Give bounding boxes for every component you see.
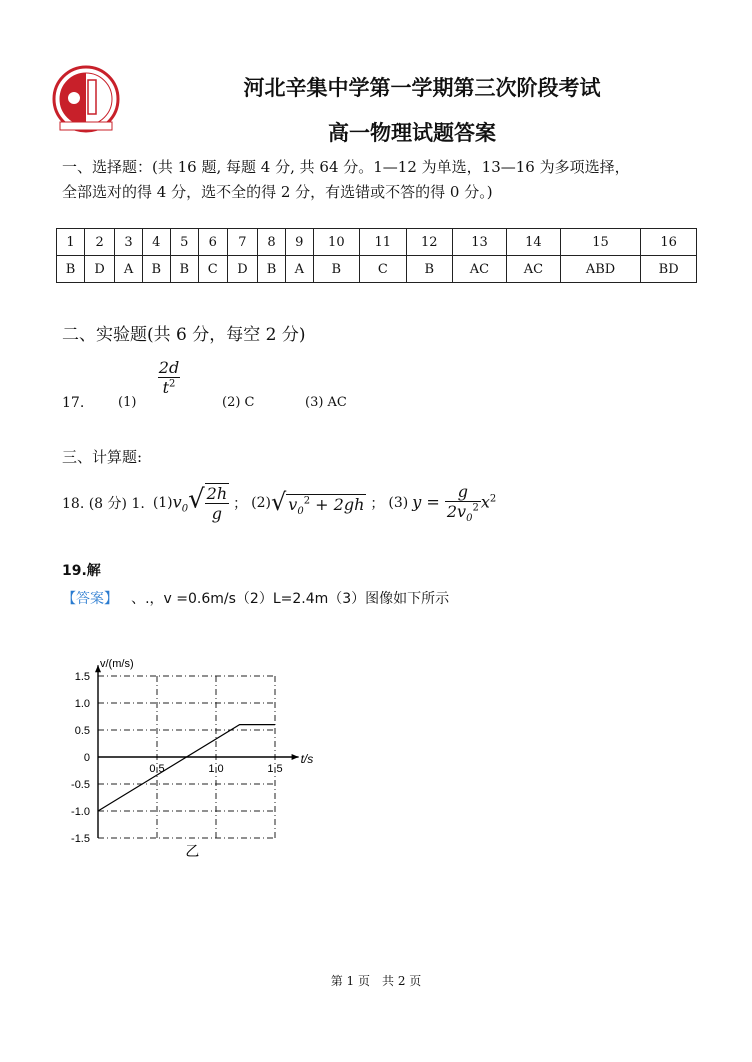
question-number-cell: 16 xyxy=(641,229,697,256)
q17-fraction xyxy=(158,358,180,397)
q18-c-formula: y = $\frac{g}{2v_0^2}$ $x^2$ xyxy=(412,481,497,525)
q19-answer-text: 、.，v =0.6m/s（2）L=2.4m（3）图像如下所示 xyxy=(131,591,450,607)
q18-b-label: (2) xyxy=(251,495,271,511)
x-tick-label: 1.0 xyxy=(208,763,224,775)
page-footer: 第 1 页 共 2 页 xyxy=(330,974,422,988)
question-number-cell: 6 xyxy=(198,229,227,256)
q17-number: 17. xyxy=(62,395,85,411)
x-axis-label: t/s xyxy=(300,752,314,766)
question-number-cell: 12 xyxy=(406,229,452,256)
x-tick-label: 1.5 xyxy=(267,763,283,775)
answer-cell: D xyxy=(227,256,257,283)
q18-c-label: (3) xyxy=(388,495,409,511)
answer-cell: A xyxy=(286,256,314,283)
answer-cell: ABD xyxy=(560,256,640,283)
chart-caption: 乙 xyxy=(185,844,200,860)
question-number-cell: 14 xyxy=(506,229,560,256)
y-axis-label: v/(m/s) xyxy=(100,658,134,671)
question-number-cell: 11 xyxy=(360,229,406,256)
answer-cell: B xyxy=(313,256,359,283)
y-tick-label: -0.5 xyxy=(71,779,90,791)
question-number-cell: 1 xyxy=(57,229,85,256)
question-number-cell: 8 xyxy=(258,229,286,256)
answer-table xyxy=(56,228,697,283)
answer-cell: A xyxy=(115,256,143,283)
q19-title: 19.解 xyxy=(62,563,101,579)
school-title: 河北辛集中学第一学期第三次阶段考试 xyxy=(243,76,601,100)
q17-frac-numerator: 2d xyxy=(158,358,180,377)
page-title: 高一物理试题答案 xyxy=(328,121,496,145)
q17-part2: (2) C xyxy=(222,395,255,410)
answer-tag: 【答案】 xyxy=(62,591,118,607)
y-tick-label: 1.5 xyxy=(74,671,90,683)
x-axis-arrow xyxy=(292,754,299,760)
q18-answer: 18. (8 分) 1. (1) $v_0√$ $\frac{2h}{g}$ ； (2) √ $v_0^2 + 2gh$ ； (3) y = $\frac{g}{2v_0^2}$ $x^2$ xyxy=(62,481,497,525)
question-number-cell: 4 xyxy=(142,229,170,256)
vt-chart xyxy=(60,645,340,865)
x-tick-label: 0.5 xyxy=(149,763,165,775)
instructions-line2: 全部选对的得 4 分，选不全的得 2 分，有选错或不答的得 0 分。) xyxy=(62,183,493,201)
question-number-cell: 13 xyxy=(453,229,507,256)
section3-heading: 三、计算题: xyxy=(62,448,143,466)
y-tick-label: -1.5 xyxy=(71,833,90,845)
answer-cell: B xyxy=(142,256,170,283)
y-tick-label: 0 xyxy=(83,752,90,764)
q18-a-formula: $v_0√$ $\frac{2h}{g}$ xyxy=(172,484,228,523)
answer-cell: C xyxy=(360,256,406,283)
answer-cell: B xyxy=(57,256,85,283)
y-tick-label: -1.0 xyxy=(71,806,90,818)
question-number-cell: 7 xyxy=(227,229,257,256)
question-number-cell: 3 xyxy=(115,229,143,256)
question-number-cell: 9 xyxy=(286,229,314,256)
instructions-line1: 一、选择题：(共 16 题, 每题 4 分, 共 64 分。1—12 为单选，13—16 为多项选择， xyxy=(62,158,630,176)
question-number-cell: 15 xyxy=(560,229,640,256)
question-number-cell: 10 xyxy=(313,229,359,256)
answer-cell: B xyxy=(406,256,452,283)
answer-cell: BD xyxy=(641,256,697,283)
answer-cell: AC xyxy=(506,256,560,283)
question-number-cell: 2 xyxy=(84,229,114,256)
answer-cell: D xyxy=(84,256,114,283)
question-number-row xyxy=(57,229,697,256)
q18-b-formula: √ $v_0^2 + 2gh$ xyxy=(270,488,365,518)
answer-row xyxy=(57,256,697,283)
section1-instructions xyxy=(62,155,722,205)
answer-cell: C xyxy=(198,256,227,283)
section2-heading: 二、实验题(共 6 分，每空 2 分) xyxy=(62,325,306,345)
y-tick-label: 0.5 xyxy=(74,725,90,737)
vt-chart-svg xyxy=(60,645,340,865)
answer-cell: B xyxy=(258,256,286,283)
velocity-line xyxy=(98,725,275,811)
q17-frac-denominator: $t^2$ xyxy=(162,378,176,397)
q18-prefix: 18. (8 分) 1. xyxy=(62,496,145,512)
q19-answer-line xyxy=(62,588,449,608)
q17-part1-label: (1) xyxy=(118,395,137,410)
y-tick-label: 1.0 xyxy=(74,698,90,710)
q18-a-label: (1) xyxy=(152,495,173,511)
answer-cell: AC xyxy=(453,256,507,283)
question-number-cell: 5 xyxy=(170,229,198,256)
q17-part3: (3) AC xyxy=(305,395,347,410)
answer-cell: B xyxy=(170,256,198,283)
